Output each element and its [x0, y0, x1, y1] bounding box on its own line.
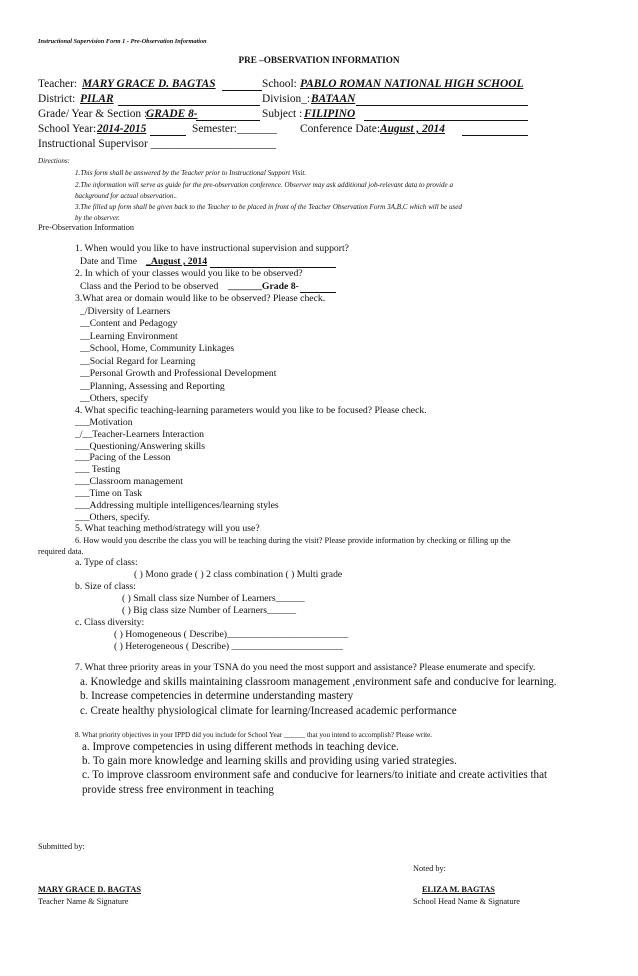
- question-6: 6. How would you describe the class you will be teaching during the visit? Please provide information by checking or filling up the: [75, 536, 511, 545]
- question-6-cont: required data.: [38, 547, 84, 556]
- conference-value: August , 2014: [380, 123, 445, 135]
- division-line: [356, 105, 528, 106]
- q8-answer: a. Improve competencies in using different methods in teaching device.: [82, 741, 399, 753]
- q3-option: __Planning, Assessing and Reporting: [80, 381, 225, 392]
- q6-type-label: a. Type of class:: [75, 557, 138, 568]
- teacher-line: [222, 90, 262, 91]
- q4-option: ___Motivation: [75, 417, 133, 428]
- q3-option: __School, Home, Community Linkages: [80, 343, 235, 354]
- question-3: 3.What area or domain would like to be observed? Please check.: [75, 293, 326, 304]
- submitted-by-label: Submitted by:: [38, 842, 85, 851]
- district-line: [118, 105, 260, 106]
- school-value: PABLO ROMAN NATIONAL HIGH SCHOOL: [300, 78, 524, 90]
- direction-item: 3.The filled up form shall be given back to the Teacher to be placed in front of the Teacher Observation Form 3A,B,C which will be used: [75, 203, 462, 211]
- direction-item: 2.The information will serve as guide for the pre-observation conference. Observer may ask additional job-relevant data to provide a: [75, 181, 454, 189]
- q7-answer: c. Create healthy physiological climate for learning/Increased academic performance: [80, 705, 457, 717]
- q2-answer-value: _______Grade 8-: [228, 281, 299, 292]
- grade-value: GRADE 8-: [146, 108, 198, 120]
- q4-option: _/__Teacher-Learners Interaction: [75, 429, 205, 440]
- conference-line: [462, 135, 528, 136]
- q4-option: ___Time on Task: [75, 488, 143, 499]
- grade-line: [196, 120, 260, 121]
- q3-option: __Personal Growth and Professional Development: [80, 368, 277, 379]
- q4-option: ___Pacing of the Lesson: [75, 452, 171, 463]
- direction-item: by the observer.: [75, 214, 120, 222]
- head-signature-role: School Head Name & Signature: [413, 897, 520, 906]
- q4-option: ___Addressing multiple intelligences/learning styles: [75, 500, 279, 511]
- q4-option: ___ Testing: [75, 464, 121, 475]
- q1-answer-label: Date and Time: [80, 256, 138, 267]
- district-label: District:: [38, 93, 76, 105]
- q3-option: __Learning Environment: [80, 331, 178, 342]
- subject-value: FILIPINO: [304, 108, 356, 120]
- q3-option: _/Diversity of Learners: [80, 306, 171, 317]
- noted-by-label: Noted by:: [413, 864, 446, 873]
- question-4: 4. What specific teaching-learning parameters would you like to be focused? Please check.: [75, 405, 427, 416]
- page-title: PRE –OBSERVATION INFORMATION: [238, 55, 400, 65]
- supervisor-label: Instructional Supervisor ______________________: [38, 138, 276, 150]
- q7-answer: b. Increase competencies in determine understanding mastery: [80, 690, 354, 702]
- question-1: 1. When would you like to have instructional supervision and support?: [75, 243, 349, 254]
- q3-option: __Social Regard for Learning: [80, 356, 196, 367]
- question-8: 8. What priority objectives in your IPPD did you include for School Year ______ that you intend to accomplish? Please write.: [75, 731, 433, 739]
- school-label: School:: [262, 78, 297, 90]
- q8-answer: b. To gain more knowledge and learning skills and providing using varied strategies.: [82, 755, 457, 767]
- schoolyear-line: [150, 135, 186, 136]
- q8-answer: c. To improve classroom environment safe and conducive for learners/to initiate and create activities that: [82, 769, 548, 781]
- semester-label: Semester:_______: [192, 123, 277, 135]
- q8-answer: provide stress free environment in teaching: [82, 784, 274, 796]
- head-signature-name: ELIZA M. BAGTAS: [422, 885, 495, 894]
- q6-size-option: ( ) Small class size Number of Learners______: [122, 593, 305, 604]
- schoolyear-value: 2014-2015: [97, 123, 147, 135]
- question-5: 5. What teaching method/strategy will you use?: [75, 523, 260, 534]
- form-header: Instructional Supervision Form 1 - Pre-Observation Information: [38, 38, 207, 45]
- subject-line: [364, 120, 528, 121]
- q6-size-option: ( ) Big class size Number of Learners______: [122, 605, 297, 616]
- q4-option: ___Others, specify.: [75, 512, 150, 523]
- direction-item: background for actual observation..: [75, 192, 177, 200]
- grade-label: Grade/ Year & Section :: [38, 108, 148, 120]
- conference-label: Conference Date:: [300, 123, 381, 135]
- q6-size-label: b. Size of class:: [75, 581, 136, 592]
- question-2: 2. In which of your classes would you like to be observed?: [75, 268, 303, 279]
- teacher-signature-name: MARY GRACE D. BAGTAS: [38, 885, 141, 894]
- q6-diversity-option: ( ) Heterogeneous ( Describe) _______________________: [114, 641, 343, 652]
- q4-option: ___Questioning/Answering skills: [75, 441, 205, 452]
- subject-label: Subject :: [262, 108, 303, 120]
- q6-type-options: ( ) Mono grade ( ) 2 class combination ( ) Multi grade: [134, 569, 343, 580]
- directions-heading: Directions:: [38, 157, 71, 165]
- q6-diversity-option: ( ) Homogeneous ( Describe)_________________________: [114, 629, 349, 640]
- section-label: Pre-Observation Information: [38, 223, 135, 232]
- q3-option: __Others, specify: [80, 393, 149, 404]
- direction-item: 1.This form shall be answered by the Teacher prior to Instructional Support Visit.: [75, 169, 307, 177]
- q6-diversity-label: c. Class diversity:: [75, 617, 145, 628]
- q3-option: __Content and Pedagogy: [80, 318, 178, 329]
- q2-answer-label: Class and the Period to be observed: [80, 281, 219, 292]
- teacher-value: MARY GRACE D. BAGTAS: [82, 78, 216, 90]
- question-7: 7. What three priority areas in your TSNA do you need the most support and assistance? Please enumerate and specify.: [75, 662, 536, 673]
- division-value: BATAAN: [311, 93, 356, 105]
- q1-answer-value: _August , 2014: [146, 256, 208, 267]
- q4-option: ___Classroom management: [75, 476, 183, 487]
- division-label: Division_:: [262, 93, 311, 105]
- q7-answer: a. Knowledge and skills maintaining classroom management ,environment safe and conducive for learning.: [80, 676, 557, 688]
- district-value: PILAR: [80, 93, 114, 105]
- teacher-label: Teacher:: [38, 78, 78, 90]
- schoolyear-label: School Year:: [38, 123, 97, 135]
- teacher-signature-role: Teacher Name & Signature: [38, 897, 129, 906]
